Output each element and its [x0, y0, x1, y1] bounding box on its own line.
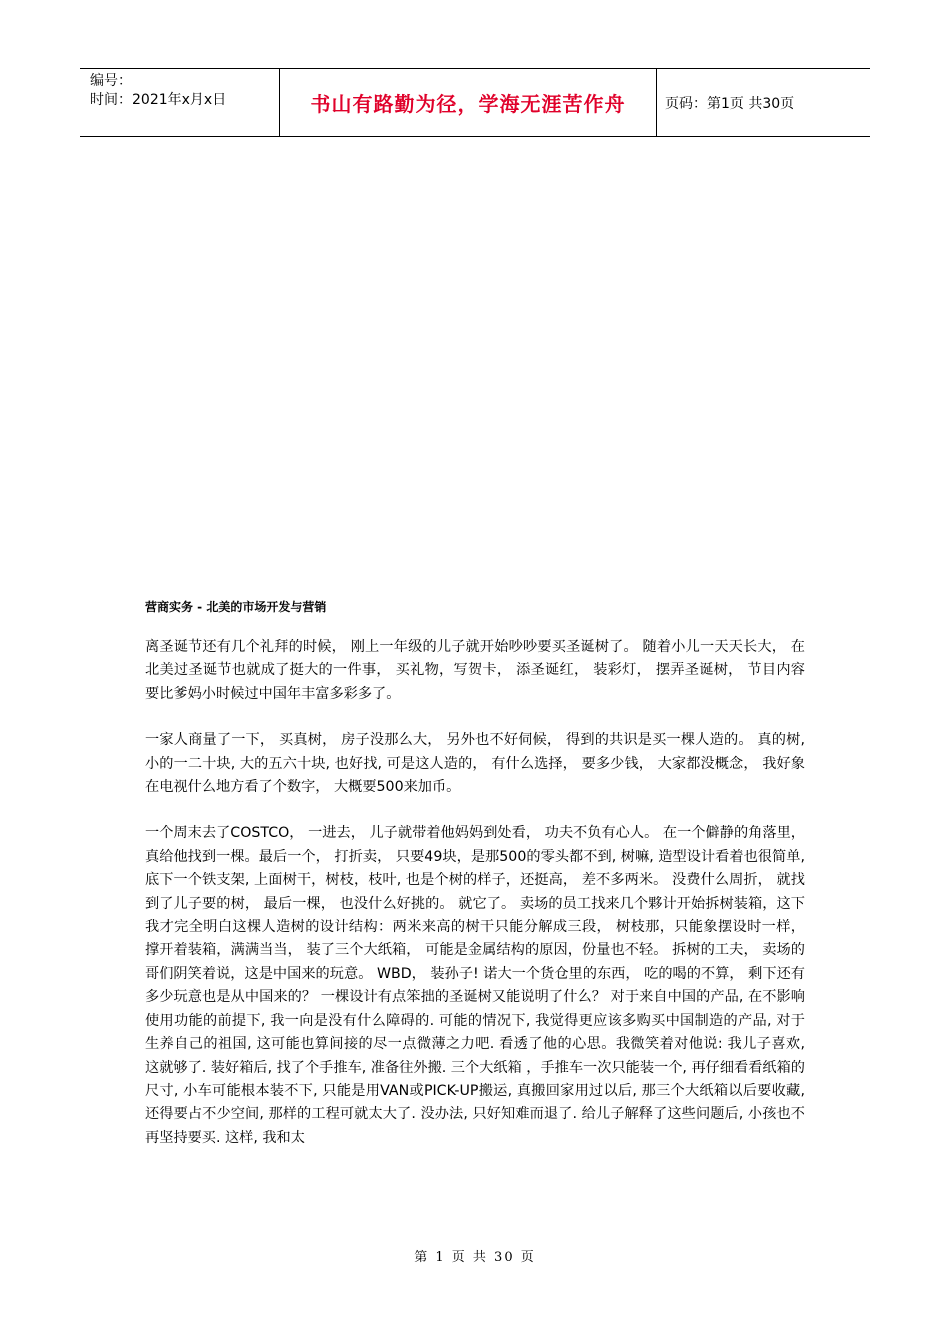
header-motto: 书山有路勤为径，学海无涯苦作舟 [280, 69, 657, 136]
page-header [80, 68, 870, 137]
article-title: 营商实务 - 北美的市场开发与营销 [145, 600, 327, 614]
header-page-info: 页码：第1页 共30页 [665, 95, 795, 112]
page-footer: 第 1 页 共 30 页 [414, 1250, 536, 1265]
article-paragraph: 离圣诞节还有几个礼拜的时候， 刚上一年级的儿子就开始吵吵要买圣诞树了。 随着小儿一天天长大， 在北美过圣诞节也就成了挺大的一件事， 买礼物，写贺卡， 添圣诞红， 装彩灯， 摆弄圣诞树， 节目内容要比爹妈小时候过中国年丰富多彩多了。 [145, 639, 805, 702]
article-body [145, 598, 805, 1173]
document-time-label: 时间：2021年x月x日 [90, 92, 227, 108]
article-paragraph: 一家人商量了一下， 买真树， 房子没那么大， 另外也不好伺候， 得到的共识是买一棵人造的。 真的树, 小的一二十块, 大的五六十块, 也好找, 可是这人造的， 有什么选择， 要多少钱， 大家都没概念， 我好象在电视什么地方看了个数字， 大概要500来加币。 [145, 732, 805, 796]
header-meta [80, 69, 280, 136]
article-paragraph: 一个周末去了COSTCO， 一进去， 儿子就带着他妈妈到处看， 功夫不负有心人。 在一个僻静的角落里， 真给他找到一棵。最后一个， 打折卖， 只要49块，是那500的零头都不到, 树嘛, 造型设计看着也很简单, 底下一个铁支架, 上面树干，树枝，枝叶, 也是个树的样子，还挺高， 差不多两米。 没费什么周折， 就找到了儿子要的树， 最后一棵， 也没什么好挑的。 就它了。 卖场的员工找来几个夥计开始拆树装箱，这下我才完全明白这棵人造树的设计结构：两米来高的树干只能分解成三段， 树枝那，只能象摆设时一样， 撑开着装箱，满满当当， 装了三个大纸箱， 可能是金属结构的原因，份量也不轻。 拆树的工夫， 卖场的哥们阴笑着说，这是中国来的玩意。 WBD， 装孙子! 诺大一个货仓里的东西， 吃的喝的不算， 剩下还有多少玩意也是从中国来的？ 一棵设计有点笨拙的圣诞树又能说明了什么？ 对于来自中国的产品, 在不影响使用功能的前提下, 我一向是没有什么障碍的. 可能的情况下, 我觉得更应该多购买中国制造的产品, 对于生养自己的祖国, 这可能也算间接的尽一点微薄之力吧. 看透了他的心思。我微笑着对他说: 我儿子喜欢, 这就够了. 装好箱后, 找了个手推车, 准备往外搬. 三个大纸箱 ，手推车一次只能装一个, 再仔细看看纸箱的尺寸, 小车可能根本装不下, 只能是用VAN或PICK-UP搬运, 真搬回家用过以后, 那三个大纸箱以后要收藏, 还得要占不少空间, 那样的工程可就太大了. 没办法, 只好知难而退了. 给儿子解释了这些问题后, 小孩也不再坚持要买. 这样, 我和太 [145, 825, 805, 1146]
document-number-label: 编号： [90, 73, 132, 89]
